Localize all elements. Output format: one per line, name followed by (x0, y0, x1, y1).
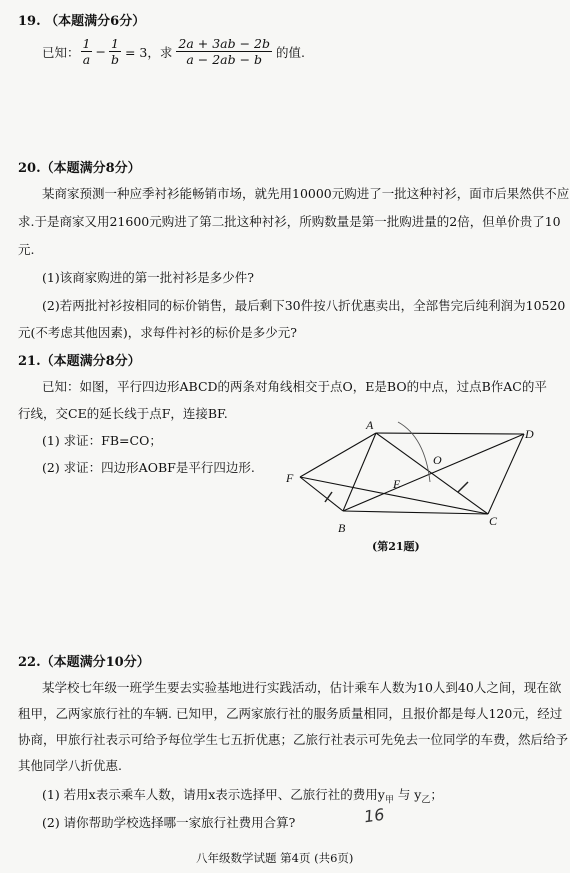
q20-sub-2a: (2)若两批衬衫按相同的标价销售，最后剩下30件按八折优惠卖出，全部售完后纯利润为10520 (42, 298, 566, 313)
q21-line-2: 行线，交CE的延长线于点F，连接BF. (18, 406, 228, 421)
label-A: A (366, 418, 374, 432)
q20-line-2: 求.于是商家又用21600元购进了第二批这种衬衫，所购数量是第一批购进量的2倍，但单价贵了10 (18, 214, 561, 229)
q21-title: 21.（本题满分8分） (18, 354, 141, 369)
label-D: D (525, 427, 534, 441)
q22-line-2: 租甲，乙两家旅行社的车辆. 已知甲，乙两家旅行社的服务质量相同，且报价都是每人120元，经过 (18, 706, 563, 721)
label-C: C (489, 514, 498, 528)
q19-minus: − (95, 44, 106, 59)
segment-FA (300, 433, 376, 477)
q19-tail: 的值. (275, 44, 305, 60)
edge-DC (488, 434, 524, 514)
label-O: O (433, 453, 442, 467)
label-E: E (393, 477, 401, 491)
q21-sub-1: (1) 求证：FB=CO； (42, 433, 162, 448)
q20-sub-2b: 元(不考虑其他因素)，求每件衬衫的标价是多少元? (18, 325, 297, 340)
q19-fraction-3: $\frac{2a + 3ab - 2b}{a - 2ab - b}$ (178, 36, 270, 67)
handwritten-note: 16 (362, 804, 386, 827)
q22-line-1: 某学校七年级一班学生要去实验基地进行实践活动，估计乘车人数为10人到40人之间，现在欲 (42, 680, 562, 695)
q19-number: 19. (18, 14, 41, 29)
q19-expression (42, 36, 305, 67)
q19-fraction-2: $\frac{1}{b}$ (110, 36, 119, 67)
label-F: F (286, 471, 294, 485)
tick-mark-2 (458, 482, 468, 492)
q20-line-1: 某商家预测一种应季衬衫能畅销市场，就先用10000元购进了一批这种衬衫，面市后果然供不应 (42, 186, 570, 201)
q21-figure-caption: (第21题) (372, 540, 420, 553)
q20-line-3: 元. (18, 242, 35, 257)
q22-sub-2: (2) 请你帮助学校选择哪一家旅行社费用合算? (42, 815, 296, 830)
q19-title (18, 10, 145, 29)
label-B: B (338, 521, 346, 535)
q21-sub-2: (2) 求证：四边形AOBF是平行四边形. (42, 460, 255, 475)
q20-sub-1: (1)该商家购进的第一批衬衫是多少件? (42, 270, 254, 285)
q20-title: 20.（本题满分8分） (18, 161, 141, 176)
q21-figure (280, 412, 540, 552)
segment-FB (300, 477, 343, 511)
q22-title: 22.（本题满分10分） (18, 655, 150, 670)
q19-intro: 已知： (42, 44, 80, 60)
q22-sub-1: (1) 若用x表示乘车人数，请用x表示选择甲、乙旅行社的费用$y_甲$ 与 $y_乙$； (42, 787, 443, 806)
q22-line-4: 其他同学八折优惠. (18, 758, 122, 773)
q19-header: （本题满分6分） (45, 14, 146, 29)
q21-line-1: 已知：如图，平行四边形ABCD的两条对角线相交于点O，E是BO的中点，过点B作AC的平 (42, 379, 547, 394)
edge-AD (376, 433, 524, 434)
q22-line-3: 协商，甲旅行社表示可给予每位学生七五折优惠；乙旅行社表示可先免去一位同学的车费，然后给予 (18, 732, 569, 747)
edge-CB (343, 511, 488, 514)
q19-equals: = 3，求 (124, 44, 173, 60)
page-footer: 八年级数学试题 第4页 (共6页) (196, 851, 354, 865)
q19-fraction-1: $\frac{1}{a}$ (82, 36, 91, 67)
